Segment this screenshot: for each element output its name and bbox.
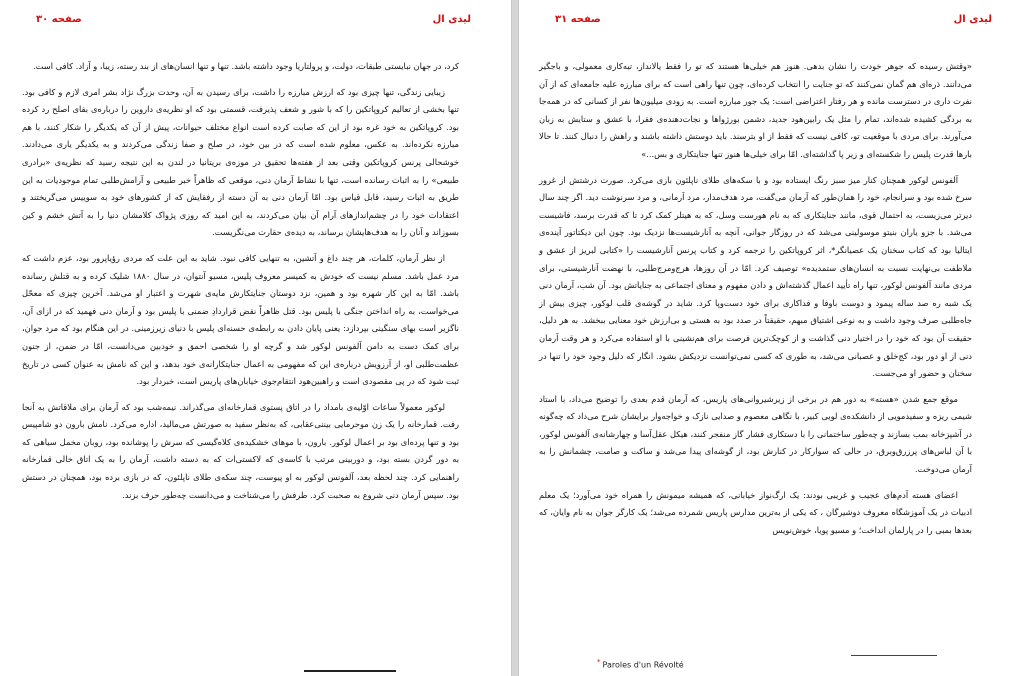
page-bottom-rule [304,670,396,672]
right-paragraph-1: «وقتش رسیده که جوهر خودت را نشان بدهی. هنوز هم خیلی‌ها هستند که تو را فقط یالانداز، تبه‌کاری معمولی، و باجگیر می‌دانند. ذره‌ای هم گمان نمی‌کنند که تو جنایت را انتخاب کرده‌ای، چون تنها راهی است که برای مبارزه علیه جامعه‌ای که از آن نفرت داری در دسترست مانده و هر رفتار اعتراضی است: یک جور مبارزه است. به زودی میلیون‌ها نفر از کسانی که در همه‌جا به بردگی کشیده شده‌اند، تمام را مثل یک رابین‌هود جدید، دشمن بورژواها و نجات‌دهنده‌ی فقرا، با عشق و ستایش به زبان می‌آورند. برای مردی با موقعیت تو، کافی نیست که فقط از او بترسند. باید دوستش داشته باشند و راهش را دنبال کنند. تا حالا بارها قدرت پلیس را شکسته‌ای و زیر پا گذاشته‌ای. امّا برای خیلی‌ها هنوز تنها جنایتکاری و بس...» [539,61,972,159]
left-paragraph-2: زیبایی زندگی، تنها چیزی بود که ارزش مبارزه را داشت، برای رسیدن به آن، وحدت بزرگ نژاد بشر امری لازم و کافی بود. تنها بخشی از تعالیم کروپاتکین را که با شور و شعف پذیرفت، قسمتی بود که او نظریه‌ی داروین را درباره‌ی بقای اصلح رد کرده بود. کروپاتکین به خود غره بود از این که صابت کرده است انواع مختلف حیوانات، پیش از آن که یکدیگر را شکار کنند، با هم مبارزه نکرده‌اند. به عکس، معلوم شده است که در بین خود، در صلح و صفا زندگی می‌کردند و به یکدیگر یاری می‌دادند. خوشحالی پرنس کروپاتکین وقتی بعد از هفته‌ها تحقیق در موزه‌ی بریتانیا در لندن به این نتیجه رسید که نظریه‌ی «برادری طبیعی» را به اثبات رسانده است، تنها با نشاط آرمان دنی، موقعی که ظاهراً خبر طبیعی و آرامش‌طلبی تمام موجودیات به این طریق به اثبات رسید، قابل قیاس بود. امّا آرمان دنی به آن دسته از رفقایش که از کشورهای خود به سوییس می‌گریختند و اعتقادات خود را در چشم‌اندازهای آرام آن بیان می‌کردند، به این امید که روزی پژواک کلامشان دنیا را به آتش خشم و کین بسوزاند و آنان را به هدف‌هایشان برساند، به دیده‌ی حقارت می‌نگریست. [22,86,459,238]
right-paragraph-3: موقع جمع شدن «هسته» به دور هم در برخی از زیرشیروانی‌های پاریس، که آرمان قدم بعدی را توضیح می‌داد، با استاد شیمی ریزه و سفیدمویی از دانشکده‌ی لویی کبیر، با نگاهی معصوم و صدایی نازک و خواجه‌وار برایشان شرح می‌داد که چه‌گونه در آشپزخانه بمب بسازند و چه‌طور ساختمانی را با دستکاری فشار گاز منفجر کنند، هیکل عقل‌آسا و چهارشانه‌ی آلفونس لوکور، با آن لباس‌های پرزرق‌وبرق، در حالی که سوارکار در کنارش بود، از گوشه‌ای پیدا می‌شد و ساکت و صامت، چشمانش را به آرمان می‌دوخت. [539,393,972,475]
right-paragraph-4: اعضای هسته آدم‌های عجیب و غریبی بودند: یک ارگ‌نواز خیابانی، که همیشه میمونش را همراه خود می‌آورد؛ یک معلم ادبیات در یک آموزشگاه معروف دوشیرگان ، که یکی از به‌ترین مدارس پاریس شمرده می‌شد؛ یک کارگر جوان به نام وایان، که بعدها بمبی را در پارلمان انداخت؛ و مسیو پویا، خوش‌نویس [539,489,972,535]
right-page-body [539,58,972,636]
left-paragraph-3: از نظر آرمان، کلمات، هر چند داغ و آتشین، به تنهایی کافی نبود. شاید به این علت که مردی رؤیاپرور بود، عزم داشت که مرد عمل باشد. مسلم نیست که خودش به کمیسر معروف پلیس، مسیو آنتوان، در سال ۱۸۸۰ شلیک کرده و به قتلش رسانده باشد. امّا به این کار شهره بود و همین، نزد دوستان جنایتکارش مایه‌ی شهرت و اعتبار او می‌شد. آخرین چیزی که معحّل می‌خواست، به راه انداختن جنگی با پلیس بود. قتل ظاهراً نقض قراردادِ ضمنی با پلیس بود و آرمان دنی فهمید که در ازای آن، ناگزیر است بهای سنگینی بپردازد: یعنی پایان دادن به رابطه‌ی حسنه‌ای پلیس با دنیای زیرزمینی. در این هنگام بود که مرد جوان، برای کمک دست به دامن آلفونس لوکور شد و گرچه او را شخصی احمق و خودبین می‌دانست، امّا در ضمن، از جنون عظمت‌طلبی او، از آرزویش درباره‌ی این که مفهومی به اعمال جنایتکارانه‌ی خود بدهد، و این که نامش به عنوان کسی در تاریخ ثبت شود که در پی مقصودی است و راهبین‌هود انتقام‌جوی خیابان‌های پاریس است، خبردار بود. [22,252,459,387]
footnote-text: Paroles d'un Révolté [602,661,684,670]
left-paragraph-4: لوکور معمولاً ساعات اوّلیه‌ی بامداد را در اتاق پستوی قمارخانه‌ای می‌گذراند. نیمه‌شب بود که آرمان برای ملاقاتش به آنجا رفت. قمارخانه را یک زن موحرمایی بیننی‌عقابی، که به‌نظر سفید به صورتش می‌مالید، اداره می‌کرد. نامش بارون دو شامپیس بود و تنها پرده‌ای بود بر اعمال لوکور. بارون، با موهای خشکیده‌ی کلاه‌گیسی که سرش را پوشانده بود، روبان مخمل سیاهی که به دور گردن بسته بود، و دوربینی مرتب با کاسه‌ی که لاکستی‌ات که به دسته داشت، آرمان را به یک اتاق خالی قمارخانه راهنمایی کرد. چند لحظه بعد، آلفونس لوکور به او پیوست، چند سکه‌ی طلای ناپلئون، که در بازی برده بود، همچنان در دستش بود. سپس آرمان دنی شروع به صحبت کرد. طرفش را می‌شناخت و می‌دانست چه‌طور حرف بزند. [22,401,459,500]
right-header-title: لیدی ال [953,14,992,25]
left-header-title: لیدی ال [432,14,471,25]
left-header-page-number: صفحه ۳۰ [36,14,82,25]
left-paragraph-1: کرد، در جهان نبایستی طبقات، دولت، و پرولتاریا وجود داشته باشد. تنها و تنها انسان‌های از بند رسته، زیبا، و آزاد. کافی است. [33,61,459,71]
right-header-page-number: صفحه ۳۱ [555,14,601,25]
footnote-rule [851,655,937,656]
right-page [518,0,1032,676]
right-paragraph-2: آلفونس لوکور همچنان کنار میز سبز رنگ ایستاده بود و با سکه‌های طلای ناپلئون بازی می‌کرد. صورت درشتش از غرور سرخ شده بود و سرانجام، خود را همان‌طور که آرمان می‌گفت، مرد هدف‌مدار، مرد آرمانی، و مرد سرنوشت دید. اگر چند سال دیرتر می‌زیست، به احتمال قوی، مانند جنایتکاری که به نام هورست وسل، که به هیتلر کمک کرد تا که قدرت برسد، فاشیست می‌شد. با جزو یاران بنیتو موسولینی می‌شد که در روزگار جوانی، آنچه به آنارشیست‌ها نزدیک بود. چون این دیکتاتور آینده‌ی ایتالیا بود که کتاب سخنان یک عصیانگر*، اثر کروپاتکین را ترجمه کرد و کتاب پرنس آنارشیست را «کتابی لبریز از عشق و ملاطفت بی‌نهایت نسبت به انسان‌های ستمدیده» توصیف کرد. امّا در آن روزها، هرج‌ومرج‌طلبی، با نهضت آنارشیستی، برای مردی مانند آلفونس لوکور، تنها راه تأیید اعمال گذشته‌اش و دادن مفهوم و معنای اجتماعی به جنایاتش بود. آن شب، آرمان دنی یک شبه ره صد ساله پیمود و دوست باوفا و فداکاری برای خود دست‌وپا کرد. شاید در گوشه‌ی قلب لوکور، چیزی بیش از جاه‌طلبی صرف وجود داشت و به نوعی اشتیاق مبهم، حقیقتاً در صدد بود به هستی و بی‌ارزش خود معنایی ببخشد. به هر دلیل، حقیقت آن بود که خود را در اختیار دنی گذاشت و از کوچک‌ترین فرصت برای هم‌نشینی با او استفاده می‌کرد و هر وقت آرمان دنی از او دور بود، کج‌خلق و عصبانی می‌شد، به طوری که کسی نمی‌توانست نزدیکش بشود. انگار که دلیل وجود خود را تنها در سخنان و حضور او می‌جست. [539,174,972,379]
footnote-marker: * [597,658,601,667]
footnote [597,658,684,670]
left-page-body [22,58,459,636]
left-page [0,0,512,676]
